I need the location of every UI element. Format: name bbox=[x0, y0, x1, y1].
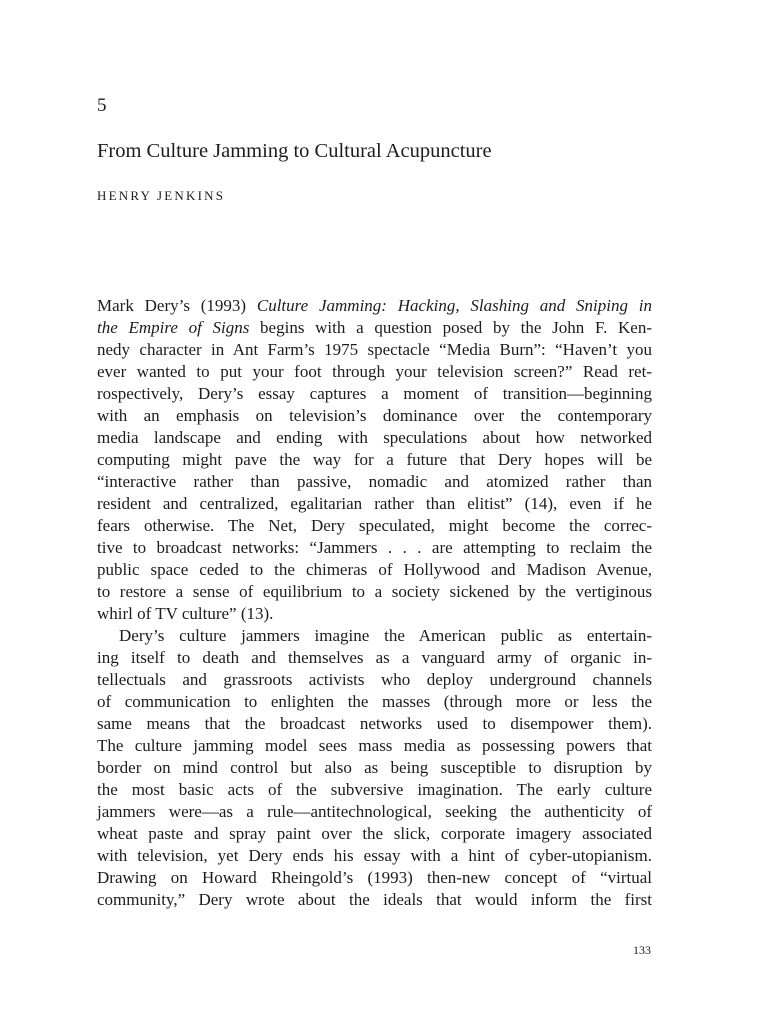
text-line bbox=[97, 647, 652, 669]
text-run: resident and centralized, egalitarian rather than elitist” (14), even if he bbox=[97, 494, 652, 513]
text-run: border on mind control but also as being susceptible to disruption by bbox=[97, 758, 652, 777]
text-line bbox=[97, 449, 652, 471]
text-line bbox=[97, 581, 652, 603]
text-line bbox=[97, 405, 652, 427]
text-run: ever wanted to put your foot through your television screen?” Read ret- bbox=[97, 362, 652, 381]
text-line bbox=[97, 559, 652, 581]
text-line bbox=[97, 295, 652, 317]
text-line bbox=[97, 889, 652, 911]
text-line bbox=[97, 757, 652, 779]
text-line bbox=[97, 779, 652, 801]
text-run: Mark Dery’s (1993) bbox=[97, 296, 257, 315]
chapter-title: From Culture Jamming to Cultural Acupuncture bbox=[97, 140, 492, 162]
text-line bbox=[97, 515, 652, 537]
text-run: fears otherwise. The Net, Dery speculated, might become the correc- bbox=[97, 516, 652, 535]
text-line bbox=[97, 823, 652, 845]
chapter-author: HENRY JENKINS bbox=[97, 188, 226, 203]
text-line bbox=[97, 801, 652, 823]
text-line bbox=[97, 427, 652, 449]
text-line bbox=[97, 603, 652, 625]
italic-title-run: the Empire of Signs bbox=[97, 318, 250, 337]
text-run: The culture jamming model sees mass media as possessing powers that bbox=[97, 736, 652, 755]
text-run: of communication to enlighten the masses (through more or less the bbox=[97, 692, 652, 711]
text-line bbox=[97, 471, 652, 493]
text-run: to restore a sense of equilibrium to a society sickened by the vertiginous bbox=[97, 582, 652, 601]
page-number: 133 bbox=[633, 943, 651, 957]
text-run: with an emphasis on television’s dominance over the contemporary bbox=[97, 406, 652, 425]
text-line bbox=[97, 867, 652, 889]
text-run: media landscape and ending with speculations about how networked bbox=[97, 428, 652, 447]
text-run: begins with a question posed by the John F. Ken- bbox=[249, 318, 652, 337]
text-line bbox=[97, 383, 652, 405]
text-line bbox=[97, 339, 652, 361]
text-run: with television, yet Dery ends his essay with a hint of cyber-utopianism. bbox=[97, 846, 652, 865]
text-run: community,” Dery wrote about the ideals that would inform the first bbox=[97, 890, 652, 909]
text-line bbox=[97, 537, 652, 559]
body-text bbox=[97, 295, 652, 911]
text-run: computing might pave the way for a future that Dery hopes will be bbox=[97, 450, 652, 469]
text-line bbox=[97, 845, 652, 867]
text-run: whirl of TV culture” (13). bbox=[97, 604, 274, 623]
text-run: jammers were—as a rule—antitechnological, seeking the authenticity of bbox=[97, 802, 652, 821]
text-run: ing itself to death and themselves as a vanguard army of organic in- bbox=[97, 648, 652, 667]
text-run: public space ceded to the chimeras of Hollywood and Madison Avenue, bbox=[97, 560, 652, 579]
text-line bbox=[97, 735, 652, 757]
text-run: rospectively, Dery’s essay captures a moment of transition—beginning bbox=[97, 384, 652, 403]
text-line bbox=[97, 669, 652, 691]
chapter-number: 5 bbox=[97, 95, 107, 116]
text-line bbox=[97, 691, 652, 713]
text-run: tive to broadcast networks: “Jammers . . . are attempting to reclaim the bbox=[97, 538, 652, 557]
text-line bbox=[97, 493, 652, 515]
text-run: same means that the broadcast networks used to disempower them). bbox=[97, 714, 652, 733]
text-run: tellectuals and grassroots activists who deploy underground channels bbox=[97, 670, 652, 689]
text-line bbox=[97, 317, 652, 339]
text-run: “interactive rather than passive, nomadic and atomized rather than bbox=[97, 472, 652, 491]
text-run: Dery’s culture jammers imagine the American public as entertain- bbox=[119, 626, 652, 645]
text-run: the most basic acts of the subversive imagination. The early culture bbox=[97, 780, 652, 799]
text-run: nedy character in Ant Farm’s 1975 spectacle “Media Burn”: “Haven’t you bbox=[97, 340, 652, 359]
text-run: Drawing on Howard Rheingold’s (1993) then-new concept of “virtual bbox=[97, 868, 652, 887]
text-line bbox=[97, 361, 652, 383]
italic-title-run: Culture Jamming: Hacking, Slashing and Sniping in bbox=[256, 296, 653, 315]
text-run: wheat paste and spray paint over the slick, corporate imagery associated bbox=[97, 824, 652, 843]
text-line bbox=[97, 625, 652, 647]
text-line bbox=[97, 713, 652, 735]
